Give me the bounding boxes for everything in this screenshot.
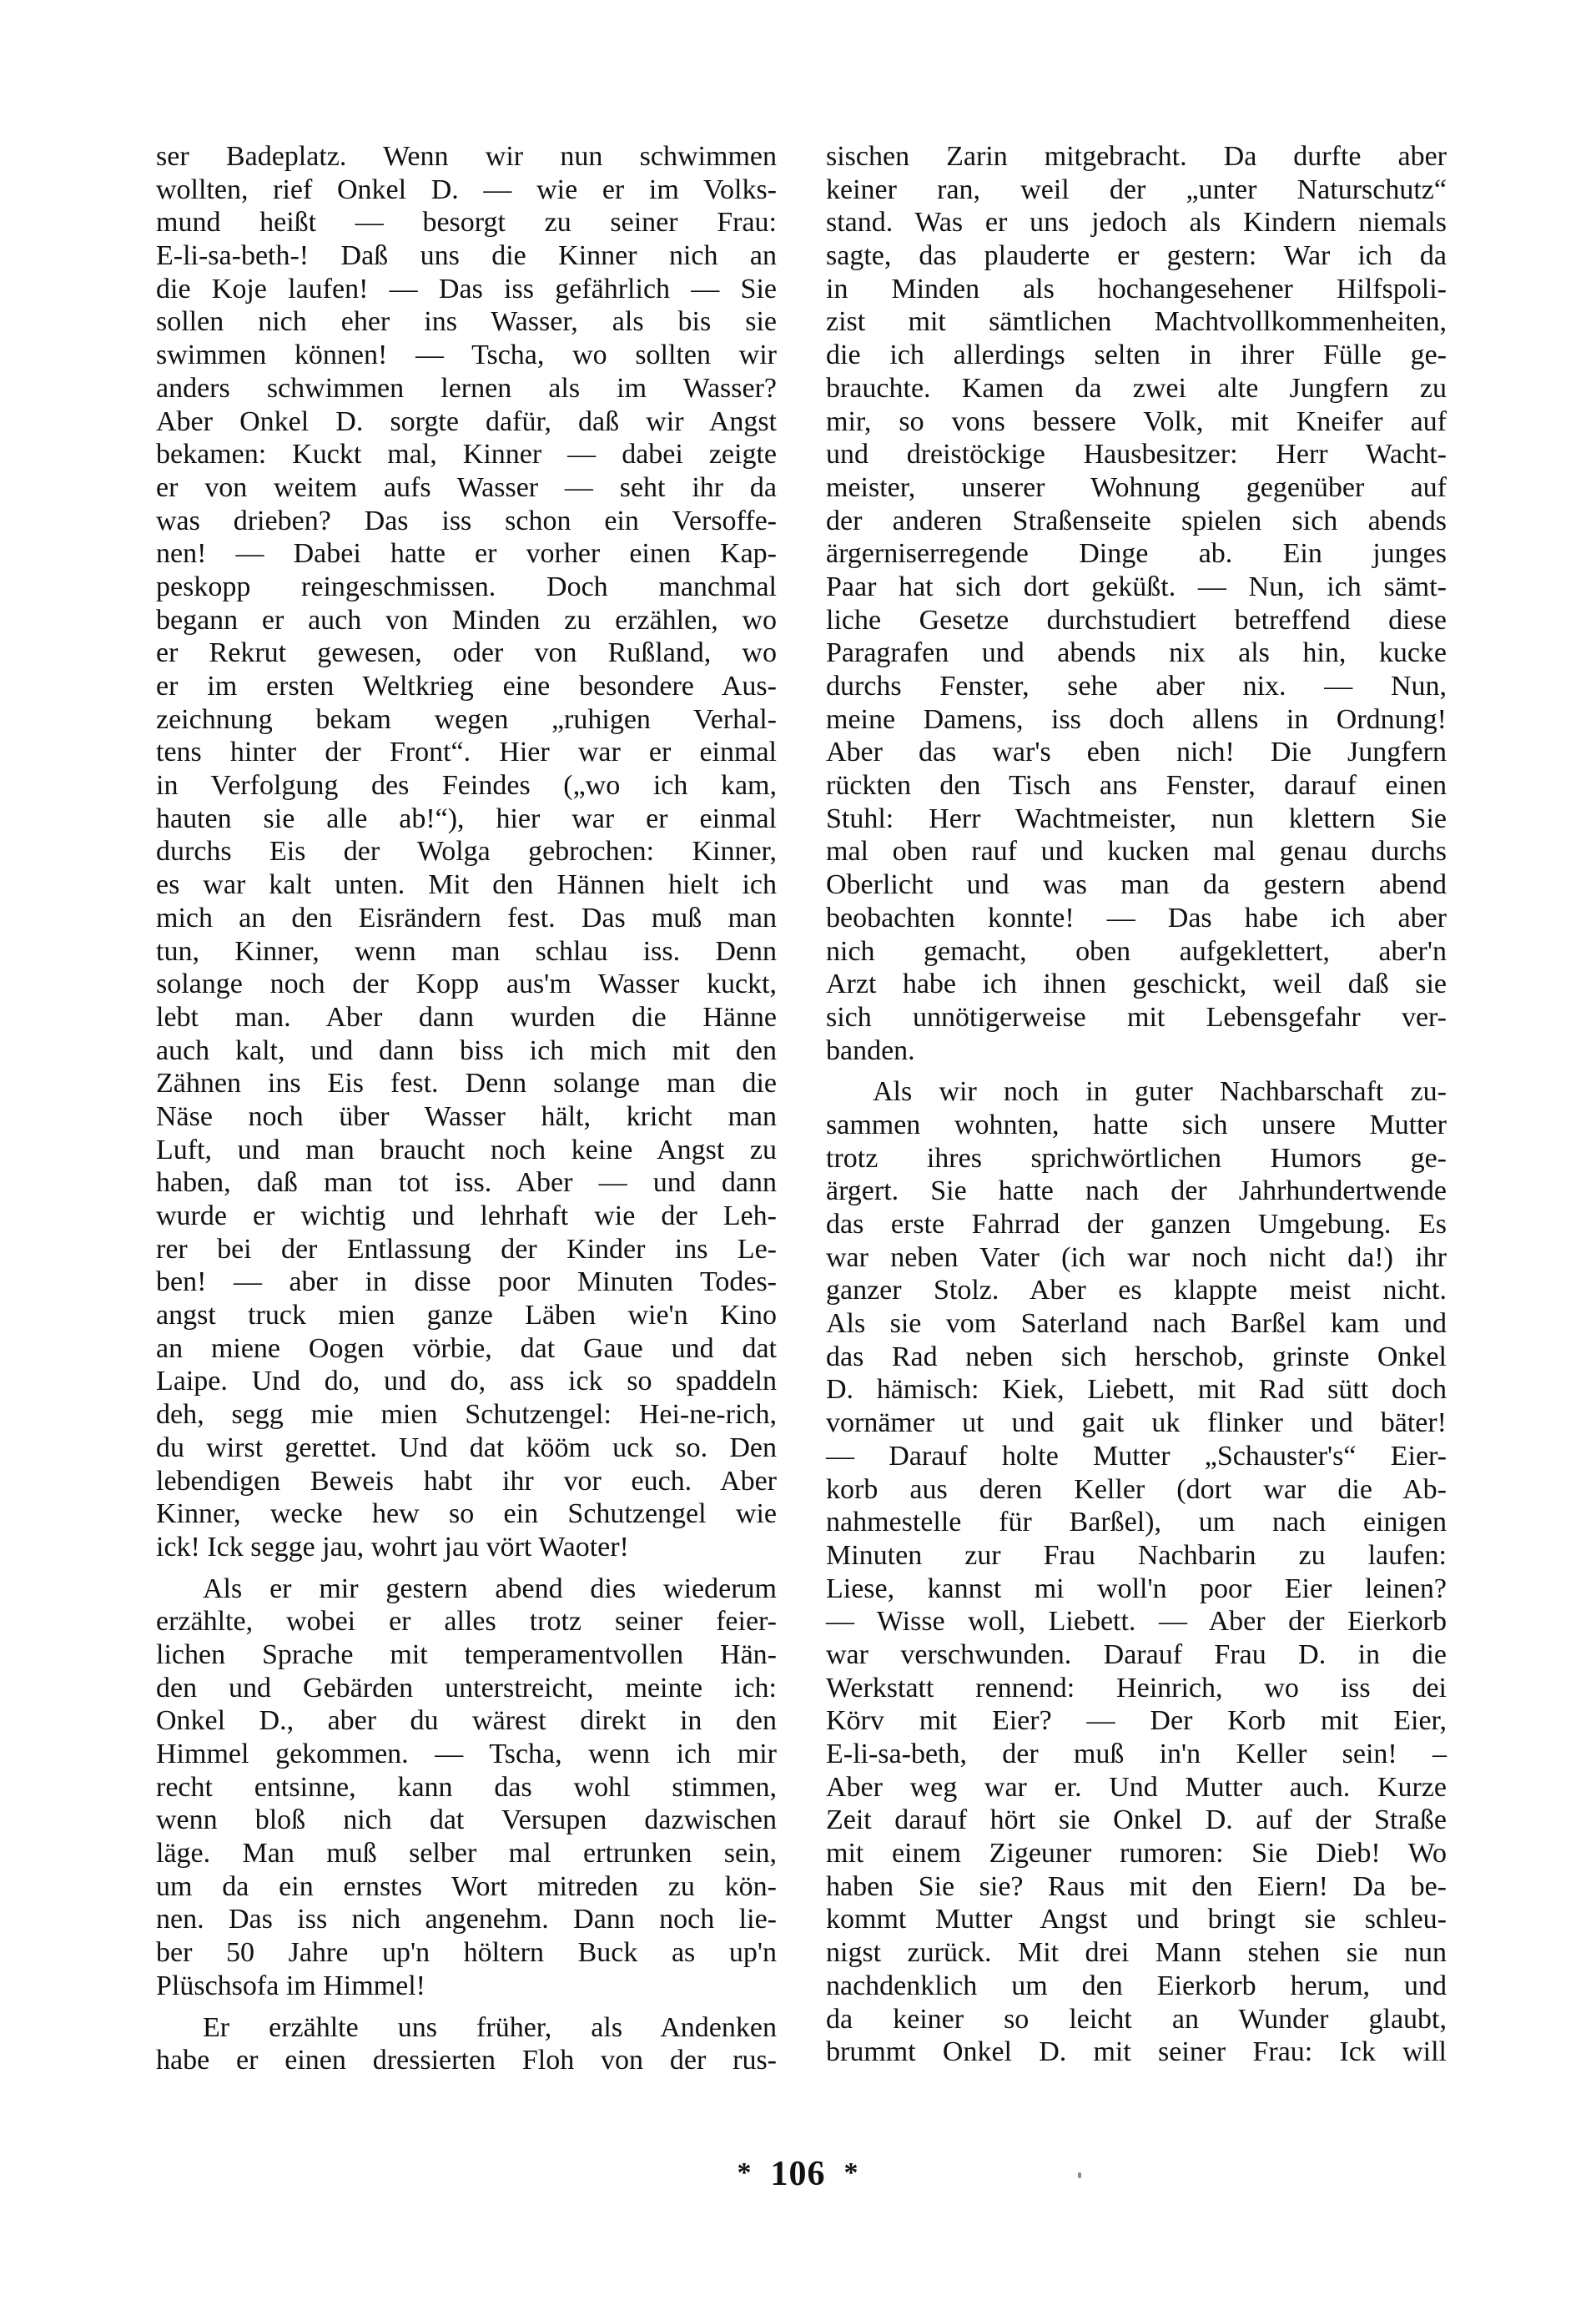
paragraph	[826, 1075, 1447, 2069]
text-line: Näse noch über Wasser hält, kricht man	[156, 1100, 777, 1132]
text-line: Zeit darauf hört sie Onkel D. auf der Straße	[826, 1804, 1447, 1836]
text-line: zist mit sämtlichen Machtvollkommenheiten,	[826, 306, 1447, 338]
text-line: Plüschsofa im Himmel!	[156, 1970, 425, 2001]
text-line: brummt Onkel D. mit seiner Frau: Ick will	[826, 2036, 1447, 2068]
text-line: das erste Fahrrad der ganzen Umgebung. Es	[826, 1209, 1447, 1240]
text-line: brauchte. Kamen da zwei alte Jungfern zu	[826, 372, 1447, 404]
text-line: er im ersten Weltkrieg eine besondere Aus-	[156, 671, 777, 702]
text-line: läge. Man muß selber mal ertrunken sein,	[156, 1838, 777, 1870]
text-column-right	[826, 140, 1447, 2077]
text-line: solange noch der Kopp aus'm Wasser kuckt,	[156, 969, 777, 1000]
text-line: Minuten zur Frau Nachbarin zu laufen:	[826, 1539, 1447, 1571]
asterisk-ornament-left: *	[737, 2157, 753, 2188]
text-line: deh, segg mie mien Schutzengel: Hei-ne-rich,	[156, 1399, 777, 1431]
page-number: 106	[770, 2155, 826, 2193]
text-line: die Koje laufen! — Das iss gefährlich — Sie	[156, 273, 777, 304]
text-line: trotz ihres sprichwörtlichen Humors ge-	[826, 1142, 1447, 1174]
text-line: er von weitem aufs Wasser — seht ihr da	[156, 471, 777, 503]
text-line: nich gemacht, oben aufgeklettert, aber'n	[826, 935, 1447, 967]
text-line: in Verfolgung des Feindes („wo ich kam,	[156, 770, 777, 802]
text-line: sammen wohnten, hatte sich unsere Mutter	[826, 1109, 1447, 1140]
text-line: meister, unserer Wohnung gegenüber auf	[826, 471, 1447, 503]
text-line: die ich allerdings selten in ihrer Fülle ge-	[826, 340, 1447, 371]
text-line: auch kalt, und dann biss ich mich mit den	[156, 1034, 777, 1066]
text-line: Kinner, wecke hew so ein Schutzengel wie	[156, 1498, 777, 1530]
text-line: lichen Sprache mit temperamentvollen Hän-	[156, 1638, 777, 1670]
text-line: — Darauf holte Mutter „Schauster's“ Eier-	[826, 1440, 1447, 1472]
text-line: rer bei der Entlassung der Kinder ins Le-	[156, 1233, 777, 1265]
text-line: und dreistöckige Hausbesitzer: Herr Wacht-	[826, 439, 1447, 471]
text-line: lebt man. Aber dann wurden die Hänne	[156, 1001, 777, 1033]
text-line: habe er einen dressierten Floh von der rus-	[156, 2045, 777, 2076]
text-line: hauten sie alle ab!“), hier war er einmal	[156, 803, 777, 834]
text-line: der anderen Straßenseite spielen sich abends	[826, 505, 1447, 536]
text-line: Oberlicht und was man da gestern abend	[826, 869, 1447, 901]
text-line: um da ein ernstes Wort mitreden zu kön-	[156, 1870, 777, 1902]
text-line: E-li-sa-beth, der muß in'n Keller sein! –	[826, 1739, 1447, 1769]
text-line: Als sie vom Saterland nach Barßel kam und	[826, 1308, 1447, 1340]
text-line: haben, daß man tot iss. Aber — und dann	[156, 1167, 777, 1199]
page-number-footer	[0, 2154, 1596, 2194]
text-line: tun, Kinner, wenn man schlau iss. Denn	[156, 935, 777, 967]
text-line: recht entsinne, kann das wohl stimmen,	[156, 1771, 777, 1803]
text-line: Laipe. Und do, und do, ass ick so spaddeln	[156, 1366, 777, 1397]
text-line: was drieben? Das iss schon ein Versoffe-	[156, 505, 777, 536]
text-line: mir, so vons bessere Volk, mit Kneifer auf	[826, 405, 1447, 437]
text-line: nachdenklich um den Eierkorb herum, und	[826, 1970, 1447, 2001]
text-line: Luft, und man braucht noch keine Angst zu	[156, 1134, 777, 1165]
text-line: durchs Fenster, sehe aber nix. — Nun,	[826, 671, 1447, 702]
text-line: wenn bloß nich dat Versupen dazwischen	[156, 1804, 777, 1836]
text-line: Arzt habe ich ihnen geschickt, weil daß sie	[826, 969, 1447, 1000]
text-line: Aber weg war er. Und Mutter auch. Kurze	[826, 1771, 1447, 1803]
text-line: peskopp reingeschmissen. Doch manchmal	[156, 571, 777, 602]
text-line: Werkstatt rennend: Heinrich, wo iss dei	[826, 1672, 1447, 1704]
scan-speck	[1078, 2172, 1081, 2178]
paragraph	[156, 1573, 777, 2003]
text-line: korb aus deren Keller (dort war die Ab-	[826, 1473, 1447, 1505]
text-line: an miene Oogen vörbie, dat Gaue und dat	[156, 1332, 777, 1364]
text-line: mich an den Eisrändern fest. Das muß man	[156, 902, 777, 934]
paragraph	[156, 140, 777, 1564]
asterisk-ornament-right: *	[843, 2157, 859, 2188]
text-line: ärgerniserregende Dinge ab. Ein junges	[826, 538, 1447, 570]
text-line: stand. Was er uns jedoch als Kindern niemals	[826, 207, 1447, 239]
text-line: kommt Mutter Angst und bringt sie schleu-	[826, 1904, 1447, 1935]
paragraph	[826, 140, 1447, 1067]
text-line: keiner ran, weil der „unter Naturschutz“	[826, 174, 1447, 205]
text-line: Zähnen ins Eis fest. Denn solange man die	[156, 1068, 777, 1100]
text-column-left	[156, 140, 777, 2086]
text-line: Aber Onkel D. sorgte dafür, daß wir Angst	[156, 405, 777, 437]
text-line: Er erzählte uns früher, als Andenken	[203, 2011, 777, 2043]
text-line: ärgert. Sie hatte nach der Jahrhundertwende	[826, 1175, 1447, 1207]
text-line: es war kalt unten. Mit den Hännen hielt ich	[156, 869, 777, 901]
text-line: wollten, rief Onkel D. — wie er im Volks-	[156, 174, 777, 205]
text-line: war neben Vater (ich war noch nicht da!) ihr	[826, 1241, 1447, 1273]
text-line: meine Damens, iss doch allens in Ordnung!	[826, 703, 1447, 735]
text-line: in Minden als hochangesehener Hilfspoli-	[826, 273, 1447, 304]
text-line: Paar hat sich dort geküßt. — Nun, ich sämt-	[826, 571, 1447, 602]
text-line: da keiner so leicht an Wunder glaubt,	[826, 2003, 1447, 2035]
text-line: ganzer Stolz. Aber es klappte meist nicht.	[826, 1275, 1447, 1306]
text-line: zeichnung bekam wegen „ruhigen Verhal-	[156, 703, 777, 735]
text-line: mal oben rauf und kucken mal genau durchs	[826, 836, 1447, 868]
text-line: angst truck mien ganze Läben wie'n Kino	[156, 1300, 777, 1331]
text-line: ick! Ick segge jau, wohrt jau vört Waoter!	[156, 1531, 629, 1563]
text-line: begann er auch von Minden zu erzählen, wo	[156, 604, 777, 636]
paragraph	[156, 2011, 777, 2077]
text-line: nigst zurück. Mit drei Mann stehen sie nun	[826, 1937, 1447, 1969]
text-line: vornämer ut und gait uk flinker und bäter!	[826, 1407, 1447, 1439]
text-line: mit einem Zigeuner rumoren: Sie Dieb! Wo	[826, 1838, 1447, 1870]
text-line: Als wir noch in guter Nachbarschaft zu-	[873, 1076, 1447, 1108]
text-line: sollen nich eher ins Wasser, als bis sie	[156, 306, 777, 338]
text-line: Himmel gekommen. — Tscha, wenn ich mir	[156, 1739, 777, 1769]
text-line: D. hämisch: Kiek, Liebett, mit Rad sütt doch	[826, 1374, 1447, 1406]
text-line: durchs Eis der Wolga gebrochen: Kinner,	[156, 836, 777, 868]
text-line: du wirst gerettet. Und dat kööm uck so. Den	[156, 1432, 777, 1463]
text-line: banden.	[826, 1034, 915, 1066]
text-line: bekamen: Kuckt mal, Kinner — dabei zeigte	[156, 439, 777, 471]
text-line: Als er mir gestern abend dies wiederum	[203, 1573, 777, 1604]
text-line: haben Sie sie? Raus mit den Eiern! Da be-	[826, 1870, 1447, 1902]
text-line: sagte, das plauderte er gestern: War ich da	[826, 240, 1447, 272]
text-line: das Rad neben sich herschob, grinste Onkel	[826, 1341, 1447, 1372]
text-line: sich unnötigerweise mit Lebensgefahr ver-	[826, 1001, 1447, 1033]
text-line: Paragrafen und abends nix als hin, kucke	[826, 637, 1447, 669]
text-line: nahmestelle für Barßel), um nach einigen	[826, 1507, 1447, 1538]
text-line: Liese, kannst mi woll'n poor Eier leinen?	[826, 1573, 1447, 1604]
text-line: mund heißt — besorgt zu seiner Frau:	[156, 207, 777, 239]
text-line: Stuhl: Herr Wachtmeister, nun klettern Sie	[826, 803, 1447, 834]
text-line: erzählte, wobei er alles trotz seiner feier-	[156, 1606, 777, 1638]
text-line: anders schwimmen lernen als im Wasser?	[156, 372, 777, 404]
text-line: tens hinter der Front“. Hier war er einmal	[156, 737, 777, 768]
text-line: E-li-sa-beth-! Daß uns die Kinner nich an	[156, 240, 777, 272]
text-line: ben! — aber in disse poor Minuten Todes-	[156, 1266, 777, 1298]
text-line: Onkel D., aber du wärest direkt in den	[156, 1705, 777, 1737]
text-line: Aber das war's eben nich! Die Jungfern	[826, 737, 1447, 768]
text-line: nen! — Dabei hatte er vorher einen Kap-	[156, 538, 777, 570]
text-line: nen. Das iss nich angenehm. Dann noch lie-	[156, 1904, 777, 1935]
text-line: ser Badeplatz. Wenn wir nun schwimmen	[156, 141, 777, 172]
text-line: ber 50 Jahre up'n höltern Buck as up'n	[156, 1937, 777, 1969]
text-line: liche Gesetze durchstudiert betreffend diese	[826, 604, 1447, 636]
text-line: lebendigen Beweis habt ihr vor euch. Aber	[156, 1465, 777, 1497]
text-line: beobachten konnte! — Das habe ich aber	[826, 902, 1447, 934]
text-line: er Rekrut gewesen, oder von Rußland, wo	[156, 637, 777, 669]
text-line: war verschwunden. Darauf Frau D. in die	[826, 1638, 1447, 1670]
text-line: — Wisse woll, Liebett. — Aber der Eierkorb	[826, 1606, 1447, 1638]
text-line: sischen Zarin mitgebracht. Da durfte aber	[826, 141, 1447, 172]
text-line: den und Gebärden unterstreicht, meinte ich:	[156, 1672, 777, 1704]
text-line: swimmen können! — Tscha, wo sollten wir	[156, 340, 777, 371]
text-line: rückten den Tisch ans Fenster, darauf einen	[826, 770, 1447, 802]
text-line: Körv mit Eier? — Der Korb mit Eier,	[826, 1705, 1447, 1737]
text-line: wurde er wichtig und lehrhaft wie der Leh-	[156, 1200, 777, 1231]
